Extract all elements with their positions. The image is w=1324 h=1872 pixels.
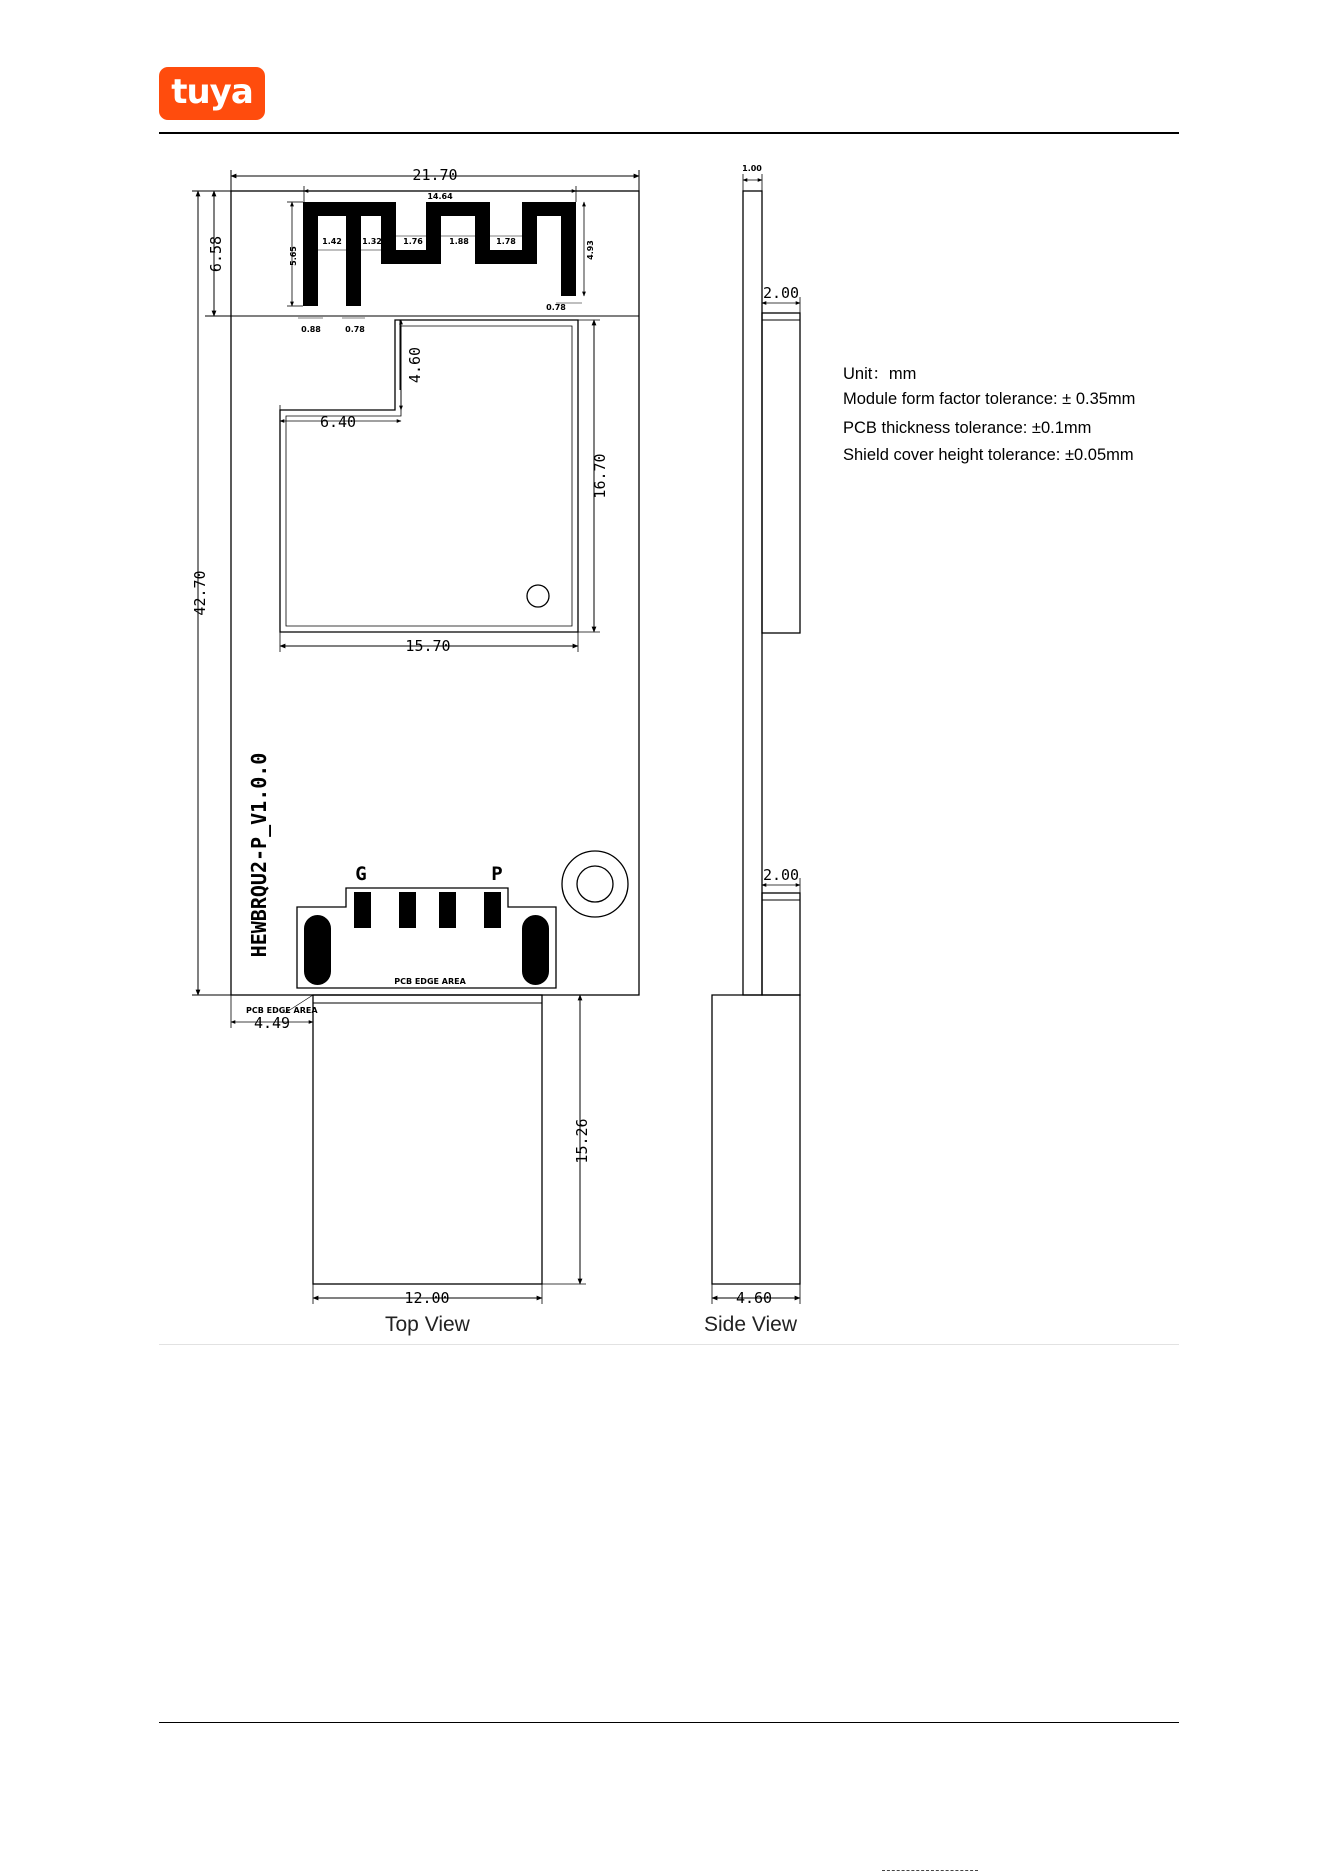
footer-rule	[159, 1722, 1179, 1723]
side-view-label: Side View	[704, 1313, 798, 1336]
side-view-labels	[736, 164, 799, 1307]
pcb-tolerance-note: PCB thickness tolerance: ±0.1mm	[843, 419, 1092, 437]
dim-antenna-right-height: 4.93	[586, 240, 595, 260]
side-view	[712, 174, 800, 1304]
usb-connector-outline	[297, 888, 556, 988]
dim-side-pcb: 1.00	[742, 164, 762, 173]
usb-plug	[313, 995, 542, 1284]
dim-seg-3: 1.76	[403, 237, 423, 246]
pcb-edge-area-label: PCB EDGE AREA	[394, 977, 466, 986]
dim-height: 42.70	[191, 570, 209, 616]
unit-note: Unit：mm	[843, 365, 917, 383]
dim-shield-height: 16.70	[591, 453, 609, 499]
dim-shield-offset-y: 4.60	[406, 346, 424, 384]
usb-pins	[304, 892, 549, 985]
dim-trace-2: 0.78	[345, 325, 365, 334]
dim-seg-4: 1.88	[449, 237, 469, 246]
dim-shield-offset-x: 6.40	[319, 413, 357, 431]
dim-side-shield: 2.00	[762, 284, 800, 302]
model-silkscreen: HEWBRQU2-P_V1.0.0	[247, 752, 271, 958]
side-usb-top	[762, 893, 800, 995]
side-pcb	[743, 191, 762, 995]
top-view	[192, 170, 639, 1304]
dim-seg-5: 1.78	[496, 237, 516, 246]
module-tolerance-note: Module form factor tolerance: ± 0.35mm	[843, 390, 1136, 408]
top-view-label: Top View	[385, 1313, 470, 1336]
dim-trace-3: 0.78	[546, 303, 566, 312]
dim-antenna-height: 6.58	[207, 235, 225, 273]
pcb-edge-area-small: PCB EDGE AREA	[246, 1006, 318, 1015]
dim-side-usb: 4.60	[735, 1289, 773, 1307]
pin-p-label: P	[491, 863, 503, 885]
dim-seg-2: 1.32	[362, 237, 382, 246]
side-shield	[762, 313, 800, 633]
side-usb-plug	[712, 995, 800, 1284]
dim-width: 21.70	[412, 166, 458, 184]
dim-antenna-trace-height: 5.65	[289, 246, 298, 266]
dim-trace-1: 0.88	[301, 325, 321, 334]
mounting-hole-outer	[562, 851, 628, 917]
dim-antenna-width: 14.64	[427, 192, 453, 201]
mounting-hole-inner	[577, 866, 613, 902]
dim-usb-width: 12.00	[404, 1289, 450, 1307]
shield-tolerance-note: Shield cover height tolerance: ±0.05mm	[843, 446, 1134, 464]
dim-usb-offset: 4.49	[253, 1014, 291, 1032]
shield-marker-circle	[527, 585, 549, 607]
shield-can	[280, 320, 578, 632]
dim-side-usb-top: 2.00	[762, 866, 800, 884]
dim-shield-width: 15.70	[405, 637, 451, 655]
dim-seg-1: 1.42	[322, 237, 342, 246]
pin-g-label: G	[355, 863, 367, 885]
content-divider	[159, 1344, 1179, 1345]
dim-usb-length: 15.26	[573, 1118, 591, 1164]
logo-text: tuya	[171, 72, 253, 112]
antenna-trace	[303, 202, 576, 306]
